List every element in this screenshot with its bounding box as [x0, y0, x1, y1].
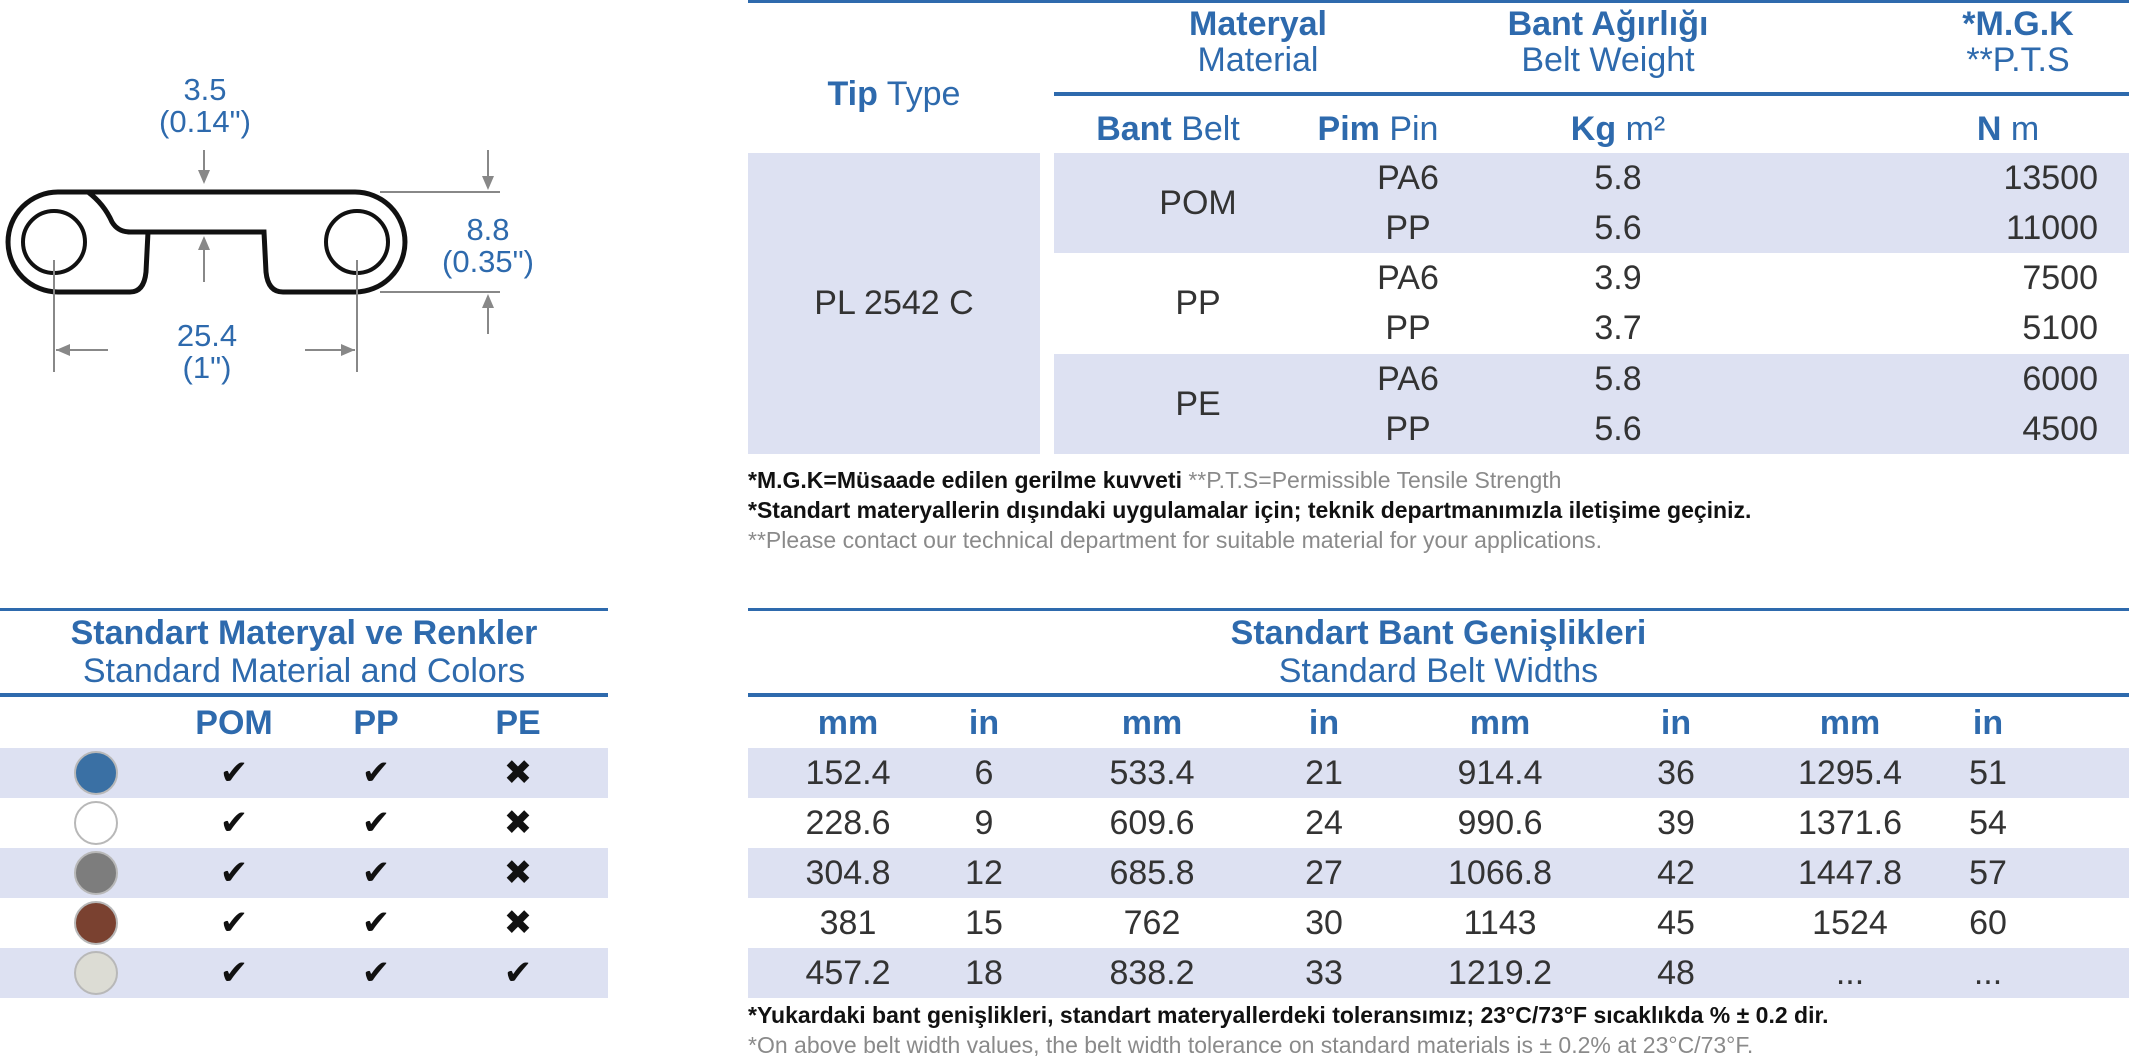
dim-thickness-in: (0.14")	[159, 104, 251, 139]
width-mm-value: 762	[1123, 904, 1181, 942]
cross-icon: ✖	[503, 754, 533, 792]
check-icon: ✔	[219, 954, 249, 992]
width-mm-value: 381	[819, 904, 877, 942]
spec-note-3	[748, 525, 1602, 555]
width-header-in: in	[1660, 704, 1692, 742]
check-icon: ✔	[361, 854, 391, 892]
width-mm-value: 685.8	[1109, 854, 1195, 892]
widths-note-en-text: *On above belt width values, the belt width tolerance on standard materials is ± 0.2% at 23°C/73°F.	[748, 1032, 1754, 1058]
width-in-value: 42	[1657, 854, 1695, 892]
tensile-strength: 6000	[2022, 360, 2098, 398]
subheader-pin	[1278, 106, 1478, 152]
belt-material: PP	[1175, 284, 1221, 322]
width-mm-value: 1371.6	[1798, 804, 1902, 842]
width-header-in: in	[1308, 704, 1340, 742]
header-pts-tr: *M.G.K	[1962, 5, 2074, 43]
width-in-value: 48	[1657, 954, 1695, 992]
width-mm-value: 533.4	[1109, 754, 1195, 792]
spec-top-line	[748, 0, 2129, 3]
width-in-value: 24	[1305, 804, 1343, 842]
pin-material: PA6	[1377, 159, 1439, 197]
subheader-belt	[1068, 106, 1268, 152]
header-divider	[1054, 92, 2129, 96]
width-mm-value: 457.2	[805, 954, 891, 992]
belt-profile-drawing	[0, 0, 560, 420]
width-mm-value: 609.6	[1109, 804, 1195, 842]
dim-pitch	[152, 320, 262, 384]
belt-weight: 3.9	[1594, 259, 1642, 297]
width-in-value: 12	[965, 854, 1003, 892]
width-in-value: 54	[1969, 804, 2007, 842]
width-in-value: 6	[974, 754, 994, 792]
subheader-belt-en: Belt	[1181, 110, 1240, 148]
color-swatch	[74, 751, 118, 795]
header-type-en: Type	[886, 75, 961, 113]
belt-material: PE	[1175, 385, 1221, 423]
width-in-value: 45	[1657, 904, 1695, 942]
tensile-strength: 11000	[2005, 209, 2098, 247]
header-weight-tr: Bant Ağırlığı	[1507, 5, 1709, 43]
subheader-m2: m²	[1625, 110, 1666, 148]
subheader-belt-tr: Bant	[1096, 110, 1172, 148]
header-material-en: Material	[1197, 41, 1319, 79]
width-in-value: ...	[1973, 954, 2003, 992]
width-in-value: 9	[974, 804, 994, 842]
check-icon: ✔	[219, 854, 249, 892]
subheader-m: m	[2010, 110, 2040, 148]
subheader-kg: Kg	[1570, 110, 1617, 148]
width-mm-value: 1524	[1812, 904, 1888, 942]
check-icon: ✔	[219, 754, 249, 792]
belt-weight: 5.8	[1594, 360, 1642, 398]
width-header-mm: mm	[1121, 704, 1183, 742]
width-header-in: in	[1972, 704, 2004, 742]
subheader-pts-unit	[1928, 106, 2088, 152]
spec-note-1-en: **P.T.S=Permissible Tensile Strength	[1188, 467, 1562, 493]
dim-height-mm: 8.8	[466, 212, 510, 247]
color-swatch	[74, 951, 118, 995]
widths-title-en: Standard Belt Widths	[1278, 652, 1599, 690]
width-in-value: 15	[965, 904, 1003, 942]
pin-material: PP	[1385, 410, 1431, 448]
check-icon: ✔	[219, 904, 249, 942]
subheader-pin-tr: Pim	[1317, 110, 1380, 148]
belt-weight: 5.8	[1594, 159, 1642, 197]
belt-weight: 5.6	[1594, 410, 1642, 448]
widths-note-en	[748, 1030, 1753, 1060]
width-mm-value: 152.4	[805, 754, 891, 792]
spec-note-2	[748, 495, 1751, 525]
belt-profile-svg	[0, 0, 560, 420]
width-in-value: 18	[965, 954, 1003, 992]
widths-note-tr	[748, 1000, 1829, 1030]
header-material-tr: Materyal	[1189, 5, 1327, 43]
header-pts	[1908, 6, 2128, 78]
pin-material: PP	[1385, 309, 1431, 347]
tensile-strength: 5100	[2022, 309, 2098, 347]
pin-material: PA6	[1377, 259, 1439, 297]
width-header-mm: mm	[1819, 704, 1881, 742]
color-swatch	[74, 901, 118, 945]
dim-pitch-in: (1")	[182, 350, 232, 385]
belt-weight: 5.6	[1594, 209, 1642, 247]
width-mm-value: 1066.8	[1448, 854, 1552, 892]
width-mm-value: ...	[1835, 954, 1865, 992]
cross-icon: ✖	[503, 804, 533, 842]
width-header-in: in	[968, 704, 1000, 742]
widths-note-tr-text: *Yukardaki bant genişlikleri, standart materyallerdeki toleransımız; 23°C/73°F sıcaklıkda % ± 0.2 dir.	[748, 1002, 1829, 1028]
tensile-strength: 7500	[2022, 259, 2098, 297]
width-in-value: 39	[1657, 804, 1695, 842]
width-in-value: 60	[1969, 904, 2007, 942]
width-mm-value: 1295.4	[1798, 754, 1902, 792]
colors-header-pe: PE	[495, 704, 541, 742]
belt-material: POM	[1159, 184, 1237, 222]
spec-note-3-text: **Please contact our technical department for suitable material for your applications.	[748, 527, 1603, 553]
width-mm-value: 990.6	[1457, 804, 1543, 842]
pin-material: PA6	[1377, 360, 1439, 398]
width-mm-value: 1143	[1463, 904, 1537, 942]
width-mm-value: 228.6	[805, 804, 891, 842]
width-in-value: 57	[1969, 854, 2007, 892]
width-mm-value: 914.4	[1457, 754, 1543, 792]
type-value: PL 2542 C	[814, 284, 974, 322]
spec-note-1-tr: *M.G.K=Müsaade edilen gerilme kuvveti	[748, 467, 1182, 493]
profile-notch	[88, 192, 148, 232]
header-weight	[1468, 6, 1748, 78]
color-swatch	[74, 851, 118, 895]
colors-top-line	[0, 608, 608, 611]
width-in-value: 51	[1969, 754, 2007, 792]
belt-weight: 3.7	[1594, 309, 1642, 347]
check-icon: ✔	[219, 804, 249, 842]
pin-material: PP	[1385, 209, 1431, 247]
width-mm-value: 1447.8	[1798, 854, 1902, 892]
subheader-n: N	[1976, 110, 2002, 148]
cross-icon: ✖	[503, 854, 533, 892]
width-in-value: 33	[1305, 954, 1343, 992]
cross-icon: ✖	[503, 904, 533, 942]
width-mm-value: 838.2	[1109, 954, 1195, 992]
check-icon: ✔	[361, 804, 391, 842]
header-type	[748, 70, 1040, 118]
header-material	[1048, 6, 1468, 78]
check-icon: ✔	[361, 904, 391, 942]
subheader-pin-en: Pin	[1389, 110, 1439, 148]
width-in-value: 30	[1305, 904, 1343, 942]
header-weight-en: Belt Weight	[1521, 41, 1695, 79]
width-in-value: 36	[1657, 754, 1695, 792]
header-pts-en: **P.T.S	[1966, 41, 2070, 79]
subheader-weight-unit	[1518, 106, 1718, 152]
dim-height	[428, 214, 548, 278]
width-header-mm: mm	[817, 704, 879, 742]
colors-title-en: Standard Material and Colors	[82, 652, 526, 690]
colors-title-tr: Standart Materyal ve Renkler	[70, 614, 538, 652]
dim-thickness-mm: 3.5	[183, 72, 227, 107]
tensile-strength: 4500	[2022, 410, 2098, 448]
width-mm-value: 304.8	[805, 854, 891, 892]
check-icon: ✔	[503, 954, 533, 992]
widths-header-divider	[748, 693, 2129, 697]
dim-height-in: (0.35")	[442, 244, 534, 279]
dim-thickness	[150, 74, 260, 138]
color-swatch	[74, 801, 118, 845]
check-icon: ✔	[361, 954, 391, 992]
check-icon: ✔	[361, 754, 391, 792]
dim-pitch-mm: 25.4	[176, 318, 238, 353]
widths-top-line	[748, 608, 2129, 611]
colors-header-pp: PP	[353, 704, 399, 742]
colors-header-divider	[0, 693, 608, 697]
widths-title-tr: Standart Bant Genişlikleri	[1230, 614, 1647, 652]
tensile-strength: 13500	[2003, 159, 2098, 197]
spec-note-2-text: *Standart materyallerin dışındaki uygulamalar için; teknik departmanımızla iletişime geçiniz.	[748, 497, 1752, 523]
header-type-tr: Tip	[827, 75, 878, 113]
width-header-mm: mm	[1469, 704, 1531, 742]
spec-note-1	[748, 465, 1561, 495]
width-in-value: 21	[1305, 754, 1343, 792]
width-in-value: 27	[1305, 854, 1343, 892]
width-mm-value: 1219.2	[1448, 954, 1552, 992]
colors-header-pom: POM	[195, 704, 273, 742]
